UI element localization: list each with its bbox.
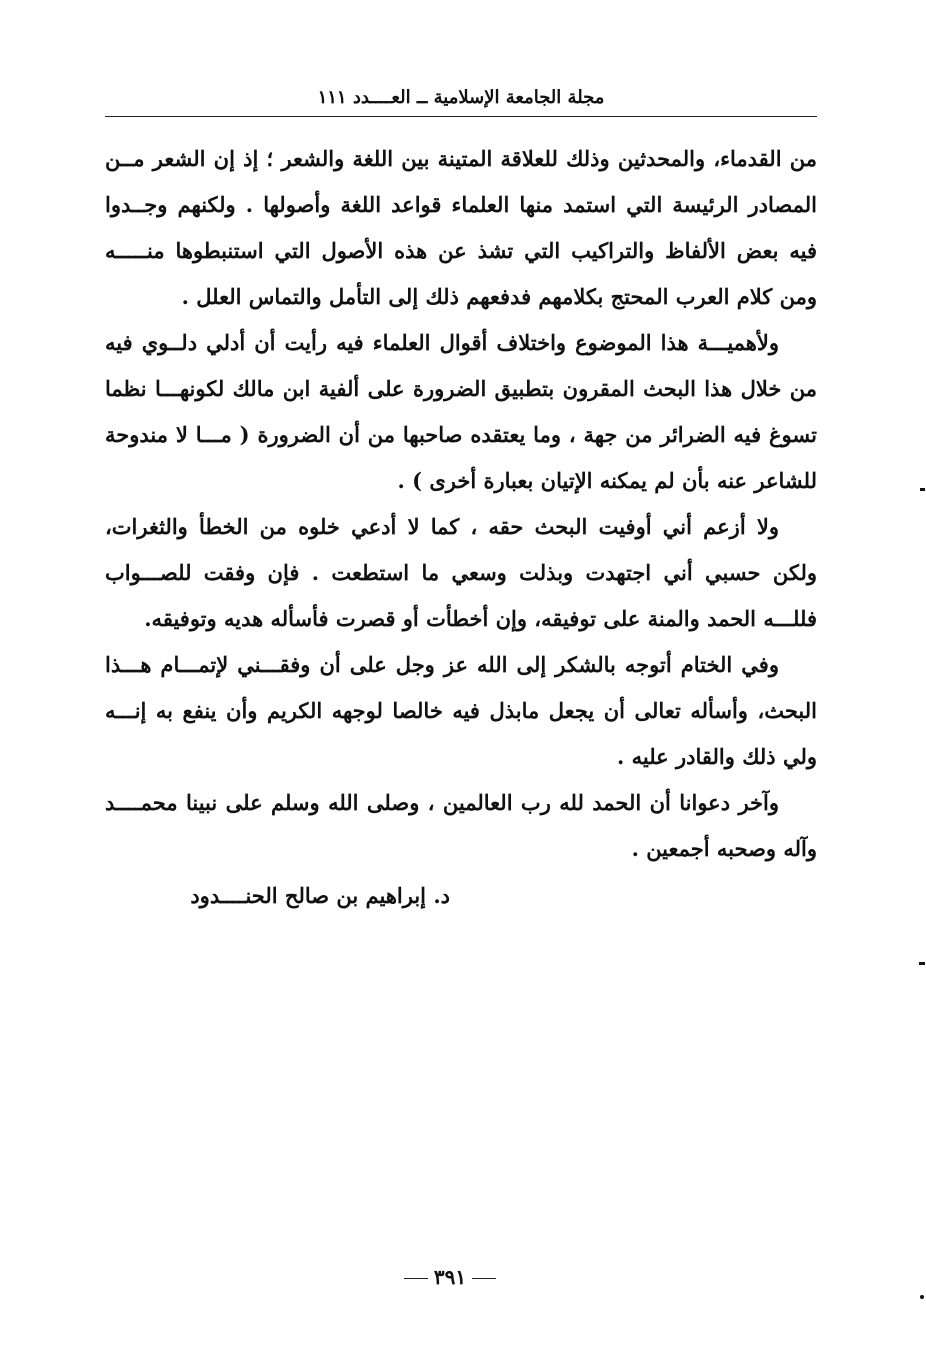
paragraph-2: ولأهميـــة هذا الموضوع واختلاف أقوال العلماء فيه رأيت أن أدلي دلــوي فيه من خلال هذا البحث المقرون بتطبيق الضرورة على ألفية ابن مالك لكونهـــا نظما تسوغ فيه الضرائر من جهة ، وما يعتقده صاحبها من أن الضرورة ( مـــا لا مندوحة للشاعر عنه بأن لم يمكنه الإتيان بعبارة أخرى ) . bbox=[105, 330, 817, 493]
paragraph-4: وفي الختام أتوجه بالشكر إلى الله عز وجل على أن وفقـــني لإتمـــام هـــذا البحث، وأسأله تعالى أن يجعل مابذل فيه خالصا لوجهه الكريم وأن ينفع به إنـــه ولي ذلك والقادر عليه . bbox=[105, 652, 817, 769]
page-footer bbox=[390, 1262, 510, 1292]
paragraph-1: من القدماء، والمحدثين وذلك للعلاقة المتينة بين اللغة والشعر ؛ إذ إن الشعر مــن المصادر الرئيسة التي استمد منها العلماء قواعد اللغة وأصولها . ولكنهم وجــدوا فيه بعض الألفاظ والتراكيب التي تشذ عن هذه الأصول التي استنبطوها منـــــه ومن كلام العرب المحتج بكلامهم فدفعهم ذلك إلى التأمل والتماس العلل . bbox=[105, 146, 817, 309]
scan-mark-bottom bbox=[920, 1295, 924, 1299]
page-number: ٣٩١ bbox=[433, 1265, 467, 1289]
scan-mark-middle bbox=[919, 962, 925, 965]
scan-mark-top bbox=[920, 488, 925, 491]
paragraph-3: ولا أزعم أني أوفيت البحث حقه ، كما لا أدعي خلوه من الخطأ والثغرات، ولكن حسبي أني اجتهدت وبذلت وسعي ما استطعت . فإن وفقت للصـــواب فللـــه الحمد والمنة على توفيقه، وإن أخطأت أو قصرت فأسأله هديه وتوفيقه. bbox=[105, 514, 817, 631]
journal-header: مجلة الجامعة الإسلامية ــ العــــدد ١١١ bbox=[317, 87, 605, 108]
paragraph-5: وآخر دعوانا أن الحمد لله رب العالمين ، وصلى الله وسلم على نبينا محمــــد وآله وصحبه أجمعين . bbox=[105, 790, 817, 861]
footer-dash-right bbox=[472, 1278, 496, 1279]
article-body bbox=[105, 136, 817, 872]
footer-dash-left bbox=[404, 1278, 428, 1279]
header-divider bbox=[105, 116, 817, 117]
author-signature: د. إبراهيم بن صالح الحنــــدود bbox=[190, 883, 450, 908]
